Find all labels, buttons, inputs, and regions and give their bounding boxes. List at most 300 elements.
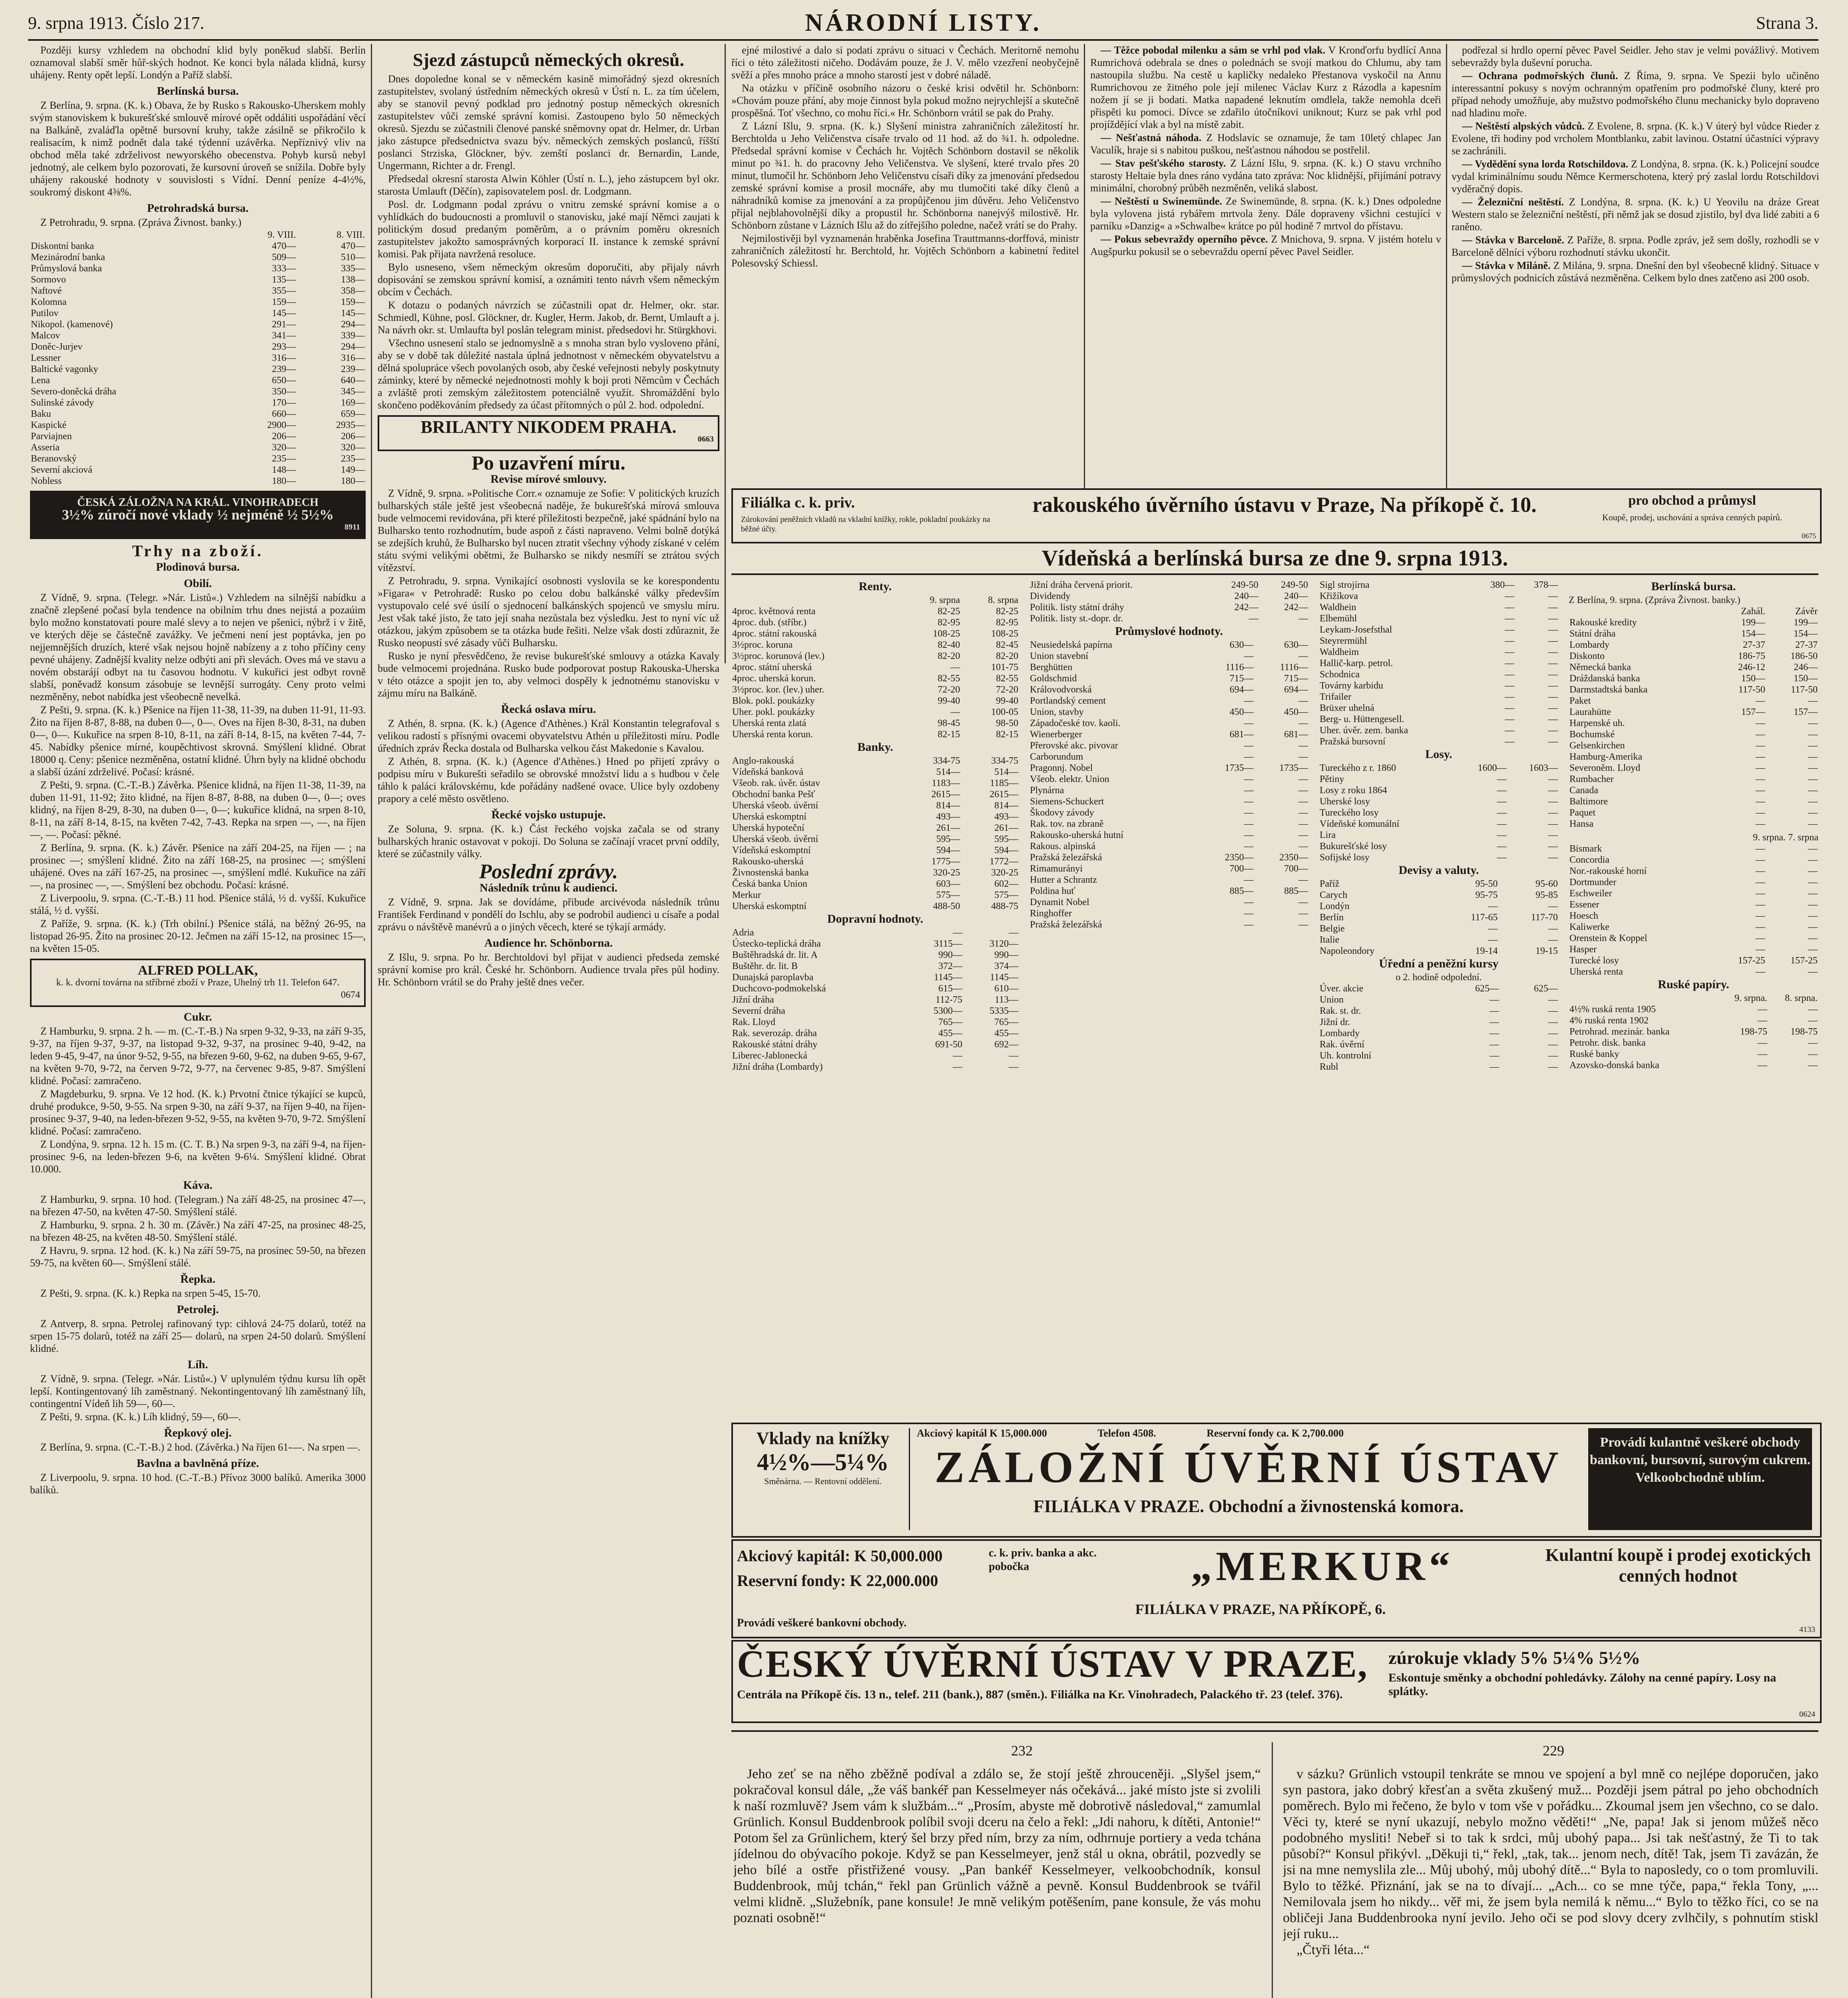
table-cell-value: —: [1548, 1062, 1558, 1072]
table-cell-value: 594—: [994, 845, 1018, 856]
table-cell-value: 180—: [272, 476, 296, 486]
table-row: [731, 706, 1019, 718]
table-cell-label: Siemens-Schuckert: [1030, 796, 1104, 807]
table-cell-value: —: [1497, 830, 1507, 840]
table-cell-value: 358—: [341, 286, 365, 296]
table-cell-value: 339—: [341, 330, 365, 341]
table-cell-value: 294—: [341, 342, 365, 352]
table-row: [731, 617, 1019, 628]
table-cell-label: Kaspické: [31, 420, 67, 430]
table-cell-value: 198-75: [1740, 1027, 1767, 1037]
section-heading: Líh.: [187, 1358, 208, 1371]
table-cell-label: Průmyslová banka: [31, 263, 102, 274]
table-cell-label: Rakousko-uherská hutní: [1030, 830, 1123, 840]
table-cell-value: 640—: [341, 375, 365, 386]
table-cell-value: —: [1505, 602, 1515, 613]
table-cell-value: —: [1298, 908, 1308, 919]
article-text: Z Liverpoolu, 9. srpna. 10 hod. (C.-T.-B.) Přívoz 3000 balíků. Amerika 3000 balíků.: [30, 1472, 366, 1496]
table-row: [1029, 751, 1309, 762]
table-cell-value: 700—: [1229, 864, 1254, 874]
table-cell-label: Blok. pokl. poukázky: [732, 696, 815, 706]
ad-zalozna: [30, 491, 366, 539]
table-cell-label: Waldhein: [1320, 602, 1356, 613]
table-cell-value: —: [1755, 844, 1765, 854]
table-row: [731, 949, 1019, 961]
table-cell-value: 615—: [938, 983, 962, 994]
table-cell-label: Severní akciová: [31, 465, 92, 475]
table-row: [1569, 751, 1818, 762]
table-cell-label: Uherská hypoteční: [732, 823, 805, 833]
table-cell-value: 1735—: [1279, 763, 1308, 773]
table-row: [1319, 830, 1559, 841]
article-subtitle: Audience hr. Schönborna.: [484, 937, 613, 949]
article-text: Z Athén, 8. srpna. (K. k.) (Agence d'Athènes.) Král Konstantin telegrafoval s velikou radostí s přísnými ovacemi obyvatelstvu Athén u příležitosti míru. Podle úředních zpráv Řecka dostala od Bulharska velkou část Makedonie s Kavalou.: [378, 718, 719, 754]
news-item: [1452, 120, 1819, 157]
ad-address: Centrála na Příkopě čís. 13 n., telef. 211 (bank.), 887 (směn.). Filiálka na Kr. Vinohradech, Palackého tř. 23 (telef. 376).: [737, 1688, 1343, 1701]
table-cell-value: 509—: [272, 252, 296, 263]
table-cell-value: —: [1808, 922, 1818, 932]
table-cell-value: 249-50: [1231, 580, 1259, 590]
table-cell-label: Baku: [31, 409, 51, 419]
table-cell-label: Beranovský: [31, 454, 77, 464]
table-cell-value: 150—: [1741, 673, 1765, 684]
table-cell-value: 82-95: [996, 617, 1018, 628]
table-cell-label: Rak. Lloyd: [732, 1017, 775, 1027]
news-text: Ze Swinemünde, 8. srpna. (K. k.) Dnes odpoledne byla vylovena jistá rybářem mrtvola ženy. Dále dopraveny všichni cestující v parníku »Danzig« a »Schwalbe« krátce po půl hodině 7 mrtvol do přístavu.: [1090, 195, 1441, 232]
ad-text: Akciový kapitál: K 50,000.000: [737, 1547, 943, 1565]
ad-text: Akciový kapitál K 15,000.000: [917, 1427, 1047, 1439]
table-cell-label: Mezinárodní banka: [31, 252, 105, 263]
table-cell-value: —: [1808, 855, 1818, 865]
table-cell-value: —: [1548, 852, 1558, 863]
header-page-number: Strana 3.: [1756, 13, 1818, 33]
table-cell-label: Harpenské uh.: [1569, 718, 1625, 728]
table-row: [1319, 658, 1559, 669]
table-row: [1029, 852, 1309, 863]
table-cell-label: Nikopol. (kamenové): [31, 319, 113, 330]
berl-table: [1569, 606, 1818, 830]
table-row: [731, 878, 1019, 890]
table-row: [30, 285, 366, 297]
table-row: [731, 834, 1019, 845]
table-row: [1319, 923, 1559, 934]
news-text: Z Londýna, 8. srpna. (K. k.) Policejní soudce vydal kriminálnímu soudu Němce Kermerschotena, který prý zaslal lordu Rotschildovi vyděračný dopis.: [1452, 158, 1819, 195]
table-cell-value: 610—: [994, 983, 1018, 994]
table-cell-value: —: [1505, 613, 1515, 624]
article-title: Sjezd zástupců německých okresů.: [413, 50, 684, 70]
table-cell-label: Vídeňská eskomptní: [732, 845, 811, 856]
table-cell-label: Trifailer: [1320, 692, 1352, 702]
table-cell-value: 261—: [994, 823, 1018, 833]
table-cell-value: —: [1755, 696, 1765, 706]
table-row: [30, 442, 366, 453]
news-title: — Železniční neštěstí.: [1462, 196, 1564, 208]
section-heading: Renty.: [858, 580, 892, 593]
table-cell-value: 82-45: [996, 640, 1018, 650]
news-text: Z Londýna, 8. srpna. (K. k.) U Yeovilu na dráze Great Western stalo se železniční neštěstí, při němž jak se dosud zjistilo, byl dva lidé zabiti a 6 raněno.: [1452, 196, 1819, 233]
table-row: [30, 297, 366, 308]
table-cell-value: 470—: [341, 241, 365, 251]
article-text: Z Liverpoolu, 9. srpna. (C.-T.-B.) 11 hod. Pšenice stálá, ½ d. vyšší. Kukuřice stálá, ½ d. vyšší.: [30, 892, 366, 916]
table-cell-label: Hutter a Schrantz: [1030, 875, 1097, 885]
column-politics: [378, 44, 719, 1998]
table-cell-value: —: [1497, 841, 1507, 852]
table-row: [1319, 602, 1559, 613]
table-cell-label: Canada: [1569, 785, 1598, 796]
table-cell-label: Kaliwerke: [1569, 922, 1609, 932]
table-row: [1029, 673, 1309, 684]
table-cell-value: 990—: [994, 950, 1018, 960]
table-row: [731, 718, 1019, 729]
article-text: Z Hamburku, 9. srpna. 10 hod. (Telegram.) Na září 48-25, na prosinec 47—, na březen 47-50, na květen 47-50. Smýšlení stálé.: [30, 1194, 366, 1218]
table-cell-label: Uher. úvěr. zem. banka: [1320, 725, 1408, 736]
table-cell-value: 157—: [1741, 707, 1765, 717]
table-cell-value: —: [1755, 729, 1765, 740]
ad-rate: zúrokuje vklady 5% 5¼% 5½%: [1388, 1648, 1641, 1668]
table-cell-value: —: [1808, 819, 1818, 829]
ad-title: Vklady na knížky: [756, 1429, 890, 1448]
table-cell-value: —: [1497, 796, 1507, 807]
mid-table: [1029, 579, 1309, 624]
table-cell-value: 625—: [1475, 983, 1500, 994]
ruske-table: [1569, 993, 1818, 1071]
column-foreign-news: [1452, 44, 1819, 476]
table-row: [1319, 994, 1559, 1005]
table-cell-value: —: [1548, 602, 1558, 613]
table-row: [1029, 695, 1309, 706]
table-cell-value: 5300—: [933, 1006, 962, 1016]
table-cell-value: 82-55: [996, 673, 1018, 684]
table-cell-label: Laurahütte: [1569, 707, 1611, 717]
table-cell-label: Uherská eskomptní: [732, 901, 807, 911]
table-row: [30, 386, 366, 397]
table-cell-label: Paket: [1569, 696, 1591, 706]
table-row: [1319, 878, 1559, 890]
table-cell-value: 2935—: [336, 420, 365, 430]
table-cell-value: —: [1497, 852, 1507, 863]
banky-table: [731, 755, 1019, 912]
table-row: [1569, 706, 1818, 718]
ad-rate: 4½%—5¼%: [757, 1449, 889, 1475]
table-cell-value: —: [1244, 752, 1254, 762]
table-cell-value: —: [1548, 819, 1558, 829]
ad-zalozni-row: [731, 1423, 1822, 1538]
table-row: [1319, 841, 1559, 852]
section-heading: Obilí.: [183, 577, 212, 590]
table-row: [30, 308, 366, 319]
table-header: 9. srpna.: [1734, 993, 1767, 1003]
table-cell-value: 249-50: [1281, 580, 1308, 590]
table-cell-value: —: [1755, 911, 1765, 921]
table-cell-value: —: [1755, 819, 1765, 829]
article-text: Z Athén, 8. srpna. (K. k.) (Agence d'Athènes.) Hned po přijetí zprávy o podpisu míru v Bukurešti seřadilo se obrovské množství lidu a s hudbou v čele táhlo k paláci královskému, kde pořádány nadšené ovace. Ulice byly ozdobeny prapory a celé město osvětleno.: [378, 756, 719, 804]
table-cell-label: Uherská renta korun.: [732, 729, 813, 740]
article-text: Z Hamburku, 9. srpna. 2 h. — m. (C.-T.-B.) Na srpen 9-32, 9-33, na září 9-35, 9-37, na říjen 9-37, 9-37, na listopad 9-32, 9-37, na prosinec 9-40, 9-42, na leden 9-45, 9-47, na únor 9-52, 9-55, na březen 9-60, 9-62, na duben 9-65, 9-67, na květen 9-70, 9-72, na červen 9-72, 9-77, na červenec 9-85, 9-87. Smýšlení klidné. Počasí: zamračeno.: [30, 1025, 366, 1087]
table-cell-label: Ruské banky: [1569, 1049, 1619, 1059]
section-heading: Řepka.: [180, 1273, 215, 1286]
table-cell-value: —: [1505, 647, 1515, 657]
table-cell-value: 660—: [272, 409, 296, 419]
section-subheading: 9. srpna. 7. srpna: [1753, 832, 1818, 843]
table-cell-value: 206—: [272, 431, 296, 442]
table-cell-value: 135—: [272, 275, 296, 285]
section-heading: Banky.: [857, 740, 893, 754]
table-cell-label: Dunajská paroplavba: [732, 972, 814, 983]
table-row: [1029, 662, 1309, 673]
table-cell-label: Tureckého z r. 1860: [1320, 763, 1396, 773]
article-text: Z Antverp, 8. srpna. Petrolej rafinovaný typ: cihlová 24-75 dolarů, totéž na srpen 15-75 dolarů, totéž na září 25— dolarů, na srpen 24-50 dolarů. Smýšlení klidné.: [30, 1318, 366, 1354]
table-cell-value: —: [1548, 669, 1558, 680]
table-cell-value: 2900—: [267, 420, 296, 430]
table-cell-value: 514—: [994, 767, 1018, 777]
article-text: Ze Soluna, 9. srpna. (K. k.) Část řeckého vojska začala se od strany bulharských hranic ostavovat v pokoji. Do Soluna se začínají vracet první oddíly, které se zúčastnily války.: [378, 823, 719, 860]
table-cell-value: 154—: [1741, 629, 1765, 639]
table-cell-value: 355—: [272, 286, 296, 296]
table-row: [1029, 863, 1309, 874]
table-cell-label: Německá banka: [1569, 662, 1631, 673]
ad-bank: [731, 488, 1822, 543]
news-item: [1452, 70, 1819, 119]
table-cell-value: —: [1548, 995, 1558, 1005]
table-cell-value: —: [1755, 718, 1765, 728]
table-row: [1319, 901, 1559, 912]
table-cell-value: —: [1244, 651, 1254, 661]
table-cell-value: —: [1505, 692, 1515, 702]
table-row: [1319, 1017, 1559, 1028]
table-cell-label: Doněc-Jurjev: [31, 342, 83, 352]
article-text: Z Vídně, 9. srpna. (Telegr. »Nár. Listů«.) V uplynulém týdnu kursu líh opět lepší. Kontingentovaný líh zaměstnaný. Nekontingentovaný líh zaměstnaný líh, contingentní Vídeň lih 59—, 60—.: [30, 1373, 366, 1409]
article-text: Z Pešti, 9. srpna. (C.-T.-B.) Závěrka. Pšenice klidná, na říjen 11-38, 11-39, na duben 11-91, 11-92; žito klidné, na říjen 8-87, 8-88, na duben 0—, 0—; oves klidný, na říjen 8-29, 8-30, na duben 0—, 0—; kukuřice klidná, na srpen 8-10, 8-11, na září 8-14, 8-15, na květen 7-42, 7-43. Repka na srpen —, —, na říjen —, —. Počasí: pěkné.: [30, 779, 366, 840]
article-text: Z Hamburku, 9. srpna. 2 h. 30 m. (Závěr.) Na září 47-25, na prosinec 48-25, na březen 48-25, na květen 48-50. Smýšlení stálé.: [30, 1219, 366, 1243]
table-cell-label: Berghütten: [1030, 662, 1073, 673]
table-cell-value: 261—: [936, 823, 960, 833]
table-cell-label: Parviajnen: [31, 431, 72, 442]
table-cell-label: Brüxer uhelná: [1320, 703, 1374, 713]
table-cell-label: Dynamit Nobel: [1030, 897, 1089, 907]
news-title: — Stav pešťského starosty.: [1101, 157, 1226, 169]
ad-title: ČESKÁ ZÁLOŽNA NA KRÁL. VINOHRADECH: [77, 496, 319, 509]
table-cell-value: —: [952, 1062, 962, 1072]
table-row: [1569, 718, 1818, 729]
ad-text: Telefon 4508.: [1097, 1427, 1156, 1439]
table-row: [1029, 908, 1309, 919]
table-cell-value: 2615—: [990, 789, 1018, 800]
table-cell-label: Západočeské tov. kaoli.: [1030, 718, 1121, 728]
table-row: [1029, 830, 1309, 841]
table-cell-value: —: [1548, 736, 1558, 747]
table-cell-value: —: [1548, 1039, 1558, 1050]
table-cell-value: 19-14: [1475, 946, 1498, 956]
table-cell-label: Obchodní banka Pešť: [732, 789, 815, 800]
table-row: [731, 822, 1019, 834]
table-cell-value: —: [1244, 696, 1254, 706]
table-row: [1319, 579, 1559, 591]
table-cell-value: —: [1505, 591, 1515, 601]
table-cell-value: —: [1298, 696, 1308, 706]
table-cell-label: Buštěhr. dr. lit. B: [732, 961, 798, 971]
table-cell-value: 198-75: [1790, 1027, 1818, 1037]
table-cell-value: 108-25: [933, 629, 960, 639]
table-cell-value: —: [1755, 899, 1765, 910]
table-row: [1569, 785, 1818, 796]
article-text: Z Vídně, 9. srpna. Jak se dovídáme, přibude arcivévoda následník trůnu František Ferdinand v pondělí do Ischlu, aby se podrobil audienci u císaře a podal zprávu o návštěvě manévrů a o jiných věcech, které se týkají armády.: [378, 896, 719, 933]
table-row: [1569, 628, 1818, 639]
article-text: Dnes dopoledne konal se v německém kasině mimořádný sjezd okresních zastupitelstev, svolaný ústředním německých okresů v Ústí n. L. za tím účelem, aby se stanovil pevný podklad pro jednotný postup německých okresních zastupitelstev vůči zemské správní komisi. Zastoupeno bylo 50 německých okresů. Sjezdu se zúčastnili členové panské sněmovny opat dr. Helmer, dr. Urban jako zástupce předsednictva svazu býv. německých zemských poslanců, říšští poslanci Strziska, Glöckner, býv. zemští poslanci dr. Bernardin, Lande, Ungermann, Richter a dr. Frengl.: [378, 73, 719, 171]
table-cell-label: Eschweiler: [1569, 888, 1612, 899]
table-cell-value: 3115—: [934, 939, 962, 949]
table-cell-value: 145—: [341, 308, 365, 318]
table-cell-value: —: [1490, 1039, 1500, 1050]
column-divider: [1084, 44, 1085, 531]
table-cell-label: Azovsko-donská banka: [1569, 1060, 1659, 1071]
table-cell-label: Asseria: [31, 442, 60, 453]
table-cell-value: —: [1808, 1004, 1818, 1015]
table-cell-value: —: [1808, 866, 1818, 876]
table-cell-value: —: [1497, 774, 1507, 784]
table-cell-value: —: [1755, 855, 1765, 865]
ad-title: BRILANTY NIKODEM PRAHA.: [420, 417, 677, 437]
table-cell-label: Rakous. alpinská: [1030, 841, 1095, 852]
table-header: 8. srpna: [988, 595, 1018, 605]
table-row: [1569, 617, 1818, 628]
table-cell-value: 246—: [1794, 662, 1818, 673]
ad-title: ALFRED POLLAK,: [137, 963, 258, 978]
ad-code: 0624: [1799, 1710, 1815, 1719]
table-cell-label: Plynárna: [1030, 785, 1064, 796]
table-cell-label: 3½proc. kor. (lev.) uher.: [732, 685, 824, 695]
table-cell-value: —: [1808, 796, 1818, 807]
table-cell-label: Poldina huť: [1030, 886, 1075, 896]
news-text: Z Mnichova, 9. srpna. V jistém hotelu v Augšpurku pokusil se o sebevraždu operní pěvec Pavel Seidler.: [1090, 233, 1441, 257]
article-text: Z Vídně, 9. srpna. »Politische Corr.« oznamuje ze Sofie: V politických kruzích bulharských stále ještě jest všeobecná naděje, že bukurešťská mírová smlouva bude velmocemi revidována, při které příležitosti bezpečně, jaké spádnání bylo na Bulharsko tento rozhodnutím, bude aspoň z části napraveno. Velmi bolně dotýká se zdejších kruhů, že Bulharsko byl nucen ztratit všechny výhody získané v celém státu svými velikými obětmi, že Bulharsko se nikdy nesmíří se ztrátou svých vítězství.: [378, 488, 719, 573]
article-text: Z Havru, 9. srpna. 12 hod. (K. k.) Na září 59-75, na prosinec 59-50, na březen 59-75, na květen 60—. Smýšlení stálé.: [30, 1245, 366, 1269]
table-cell-label: Hallič-karp. petrol.: [1320, 658, 1393, 669]
table-cell-value: —: [1009, 1062, 1018, 1072]
table-cell-label: Bochumské: [1569, 729, 1615, 740]
table-row: [1029, 774, 1309, 785]
table-cell-label: Uherská všeob. úvěrní: [732, 834, 818, 844]
table-cell-value: —: [1505, 658, 1515, 669]
table-row: [1029, 579, 1309, 591]
table-cell-value: —: [1758, 1038, 1767, 1048]
table-row: [30, 364, 366, 375]
table-cell-value: 3120—: [990, 939, 1018, 949]
section-heading: Cukr.: [183, 1011, 212, 1023]
table-cell-value: 1600—: [1478, 763, 1507, 773]
column-divider: [1272, 1742, 1273, 1998]
table-cell-value: 239—: [272, 364, 296, 374]
ad-cesky-title: ČESKÝ ÚVĚRNÍ ÚSTAV V PRAZE,: [737, 1642, 1368, 1685]
table-row: [1569, 1037, 1818, 1049]
table-cell-value: 694—: [1229, 685, 1254, 695]
news-text: Z Hodslavic se oznamuje, že tam 10letý chlapec Jan Vaculík, hraje si s nabitou puškou, nešťastnou náhodou se postřelil.: [1090, 132, 1441, 156]
table-cell-value: —: [1298, 919, 1308, 930]
table-cell-label: Bukurešťské losy: [1320, 841, 1387, 852]
novel-text: „Čtyři léta...“: [1296, 1942, 1370, 1957]
table-cell-value: —: [1244, 740, 1254, 751]
section-heading: Řepkový olej.: [164, 1427, 232, 1439]
table-cell-value: 493—: [936, 812, 960, 822]
table-cell-value: 885—: [1284, 886, 1308, 896]
table-cell-value: —: [1755, 877, 1765, 888]
table-cell-value: 334-75: [991, 756, 1018, 766]
table-cell-value: —: [1548, 625, 1558, 635]
section-subheading: Z Berlína, 9. srpna. (Zpráva Živnost. banky.): [1569, 595, 1740, 605]
ad-text: FILIÁLKA V PRAZE. Obchodní a živnostenská komora.: [1033, 1497, 1464, 1516]
news-text: Z Paříže, 8. srpna. Podle zpráv, jež sem došly, rozhodli se v Barceloně dělníci výboru rozhodnutí stávku ukončit.: [1452, 234, 1819, 258]
table-row: [1319, 1061, 1559, 1073]
table-row: [731, 766, 1019, 778]
table-cell-label: Baltimore: [1569, 796, 1608, 807]
table-cell-value: 72-20: [996, 685, 1018, 695]
table-cell-value: —: [1490, 1017, 1500, 1027]
news-item: [1452, 158, 1819, 195]
table-cell-value: 82-20: [938, 651, 960, 661]
table-cell-value: 235—: [272, 454, 296, 464]
article-title: Poslední zprávy.: [479, 860, 618, 883]
table-row: [1319, 785, 1559, 796]
table-cell-label: Berg- u. Hüttengesell.: [1320, 714, 1404, 724]
table-cell-value: 2350—: [1225, 852, 1254, 863]
table-cell-value: 681—: [1229, 729, 1254, 740]
table-cell-label: Leykam-Josefsthal: [1320, 625, 1392, 635]
table-row: [731, 1017, 1019, 1028]
table-cell-value: 5335—: [990, 1006, 1018, 1016]
table-cell-value: 1603—: [1529, 763, 1558, 773]
table-cell-value: 374—: [994, 961, 1018, 971]
table-cell-label: Diskonto: [1569, 651, 1605, 661]
table-cell-label: Královodvorská: [1030, 685, 1092, 695]
article-text: ejné milostivé a dalo si podati zprávu o situaci v Čechách. Meritorně nemohu říci o této záležitosti ničeho. Dodávám pouze, že J. V. mělo vzezření neobyčejně svěží a přes mnoho práce a mnoho starostí jest v dobré náladě.: [731, 44, 1079, 81]
ad-code: 0674: [341, 990, 360, 1000]
table-cell-value: 333—: [272, 263, 296, 274]
bursa-col-c: [1319, 579, 1559, 1415]
table-row: [1569, 651, 1818, 662]
table-cell-label: Uh. kontrolní: [1320, 1051, 1372, 1061]
table-cell-value: —: [1244, 785, 1254, 796]
table-row: [731, 901, 1019, 912]
table-cell-value: 595—: [936, 834, 960, 844]
table-cell-value: 117-50: [1738, 685, 1765, 695]
table-cell-value: —: [1548, 1017, 1558, 1027]
ad-pollak: [30, 959, 366, 1007]
table-cell-value: 316—: [272, 353, 296, 363]
table-cell-value: —: [1548, 703, 1558, 713]
table-cell-label: 4½% ruská renta 1905: [1569, 1004, 1656, 1015]
table-cell-label: Politik. listy st.-dopr. dr.: [1030, 613, 1123, 624]
table-cell-value: —: [1505, 703, 1515, 713]
table-cell-value: 235—: [341, 454, 365, 464]
article-subtitle: Řecké vojsko ustupuje.: [491, 808, 606, 821]
table-cell-value: 510—: [341, 252, 365, 263]
table-cell-value: —: [1808, 1038, 1818, 1048]
bursa-col-b: [1029, 579, 1309, 1415]
table-cell-value: 98-45: [938, 718, 960, 728]
table-cell-value: —: [1755, 752, 1765, 762]
table-cell-label: Severoněm. Lloyd: [1569, 763, 1641, 773]
table-row: [731, 628, 1019, 639]
table-cell-label: Pražská bursovní: [1320, 736, 1386, 747]
table-cell-value: 715—: [1229, 673, 1254, 684]
table-cell-value: —: [1488, 923, 1498, 934]
table-cell-label: Uherská renta zlatá: [732, 718, 807, 728]
table-cell-value: —: [1758, 1060, 1767, 1071]
table-cell-label: Turecké losy: [1569, 955, 1619, 966]
table-cell-value: 488-75: [991, 901, 1018, 911]
table-cell-value: —: [1755, 944, 1765, 955]
table-cell-value: 180—: [341, 476, 365, 486]
table-row: [1569, 673, 1818, 684]
